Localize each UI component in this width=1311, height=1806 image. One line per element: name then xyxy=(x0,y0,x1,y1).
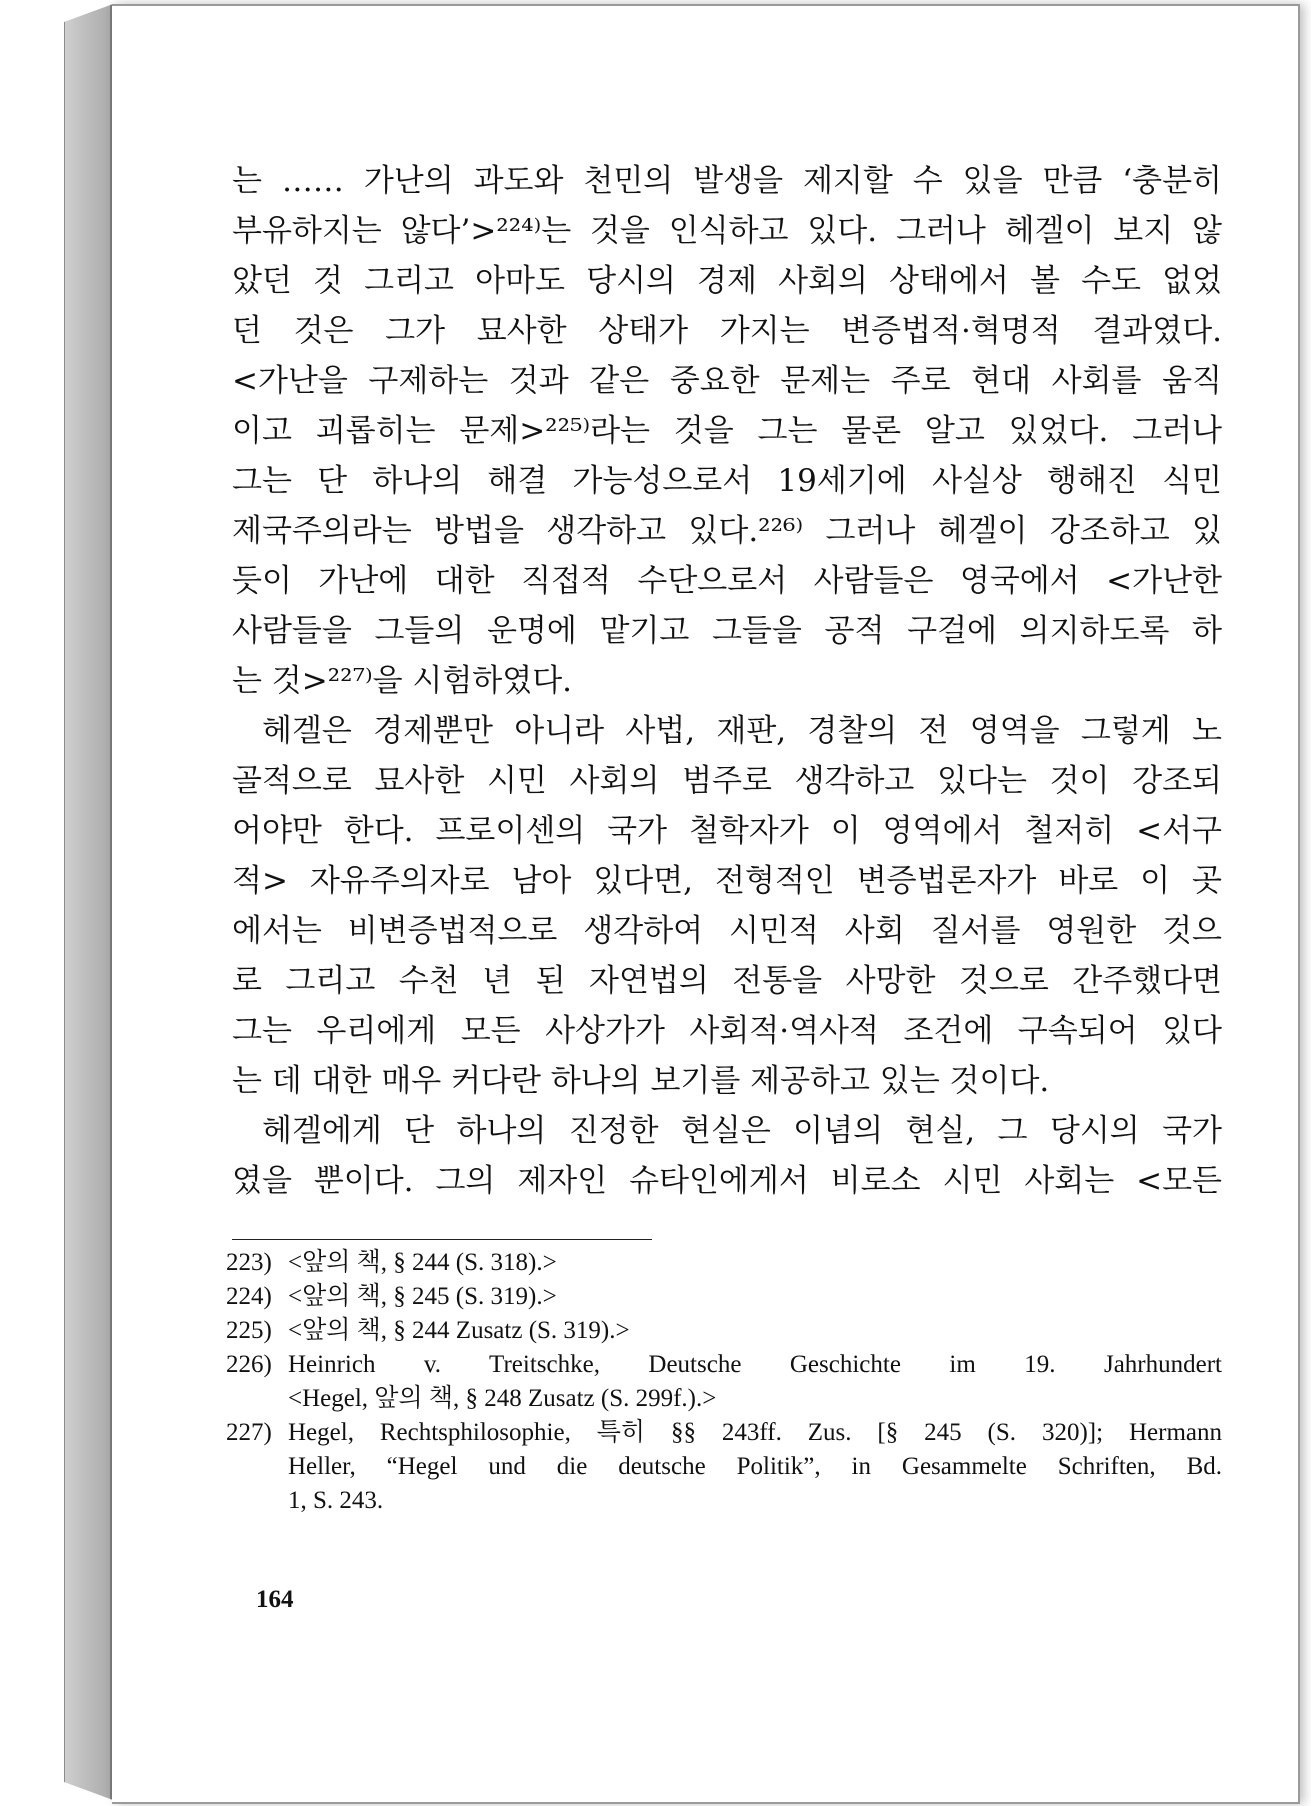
text-line: 는 데 대한 매우 커다란 하나의 보기를 제공하고 있는 것이다. xyxy=(232,1063,1050,1099)
footnote xyxy=(226,1314,1222,1348)
footnote-text: Hegel, Rechtsphilosophie, 특히 §§ 243ff. Zus. [§ 245 (S. 320)]; Hermann xyxy=(288,1419,1222,1446)
text-line: 로 그리고 수천 년 된 자연법의 전통을 사망한 것으로 간주했다면 xyxy=(232,963,1222,999)
text-line: 적> 자유주의자로 남아 있다면, 전형적인 변증법론자가 바로 이 곳 xyxy=(232,863,1222,899)
text-line: 부유하지는 않다’>²²⁴⁾는 것을 인식하고 있다. 그러나 헤겔이 보지 않 xyxy=(232,213,1222,249)
book-spine-edge xyxy=(64,4,113,1800)
text-line: 는 것>²²⁷⁾을 시험하였다. xyxy=(232,663,572,699)
footnote xyxy=(226,1416,1222,1518)
text-line: 어야만 한다. 프로이센의 국가 철학자가 이 영역에서 철저히 <서구 xyxy=(232,813,1222,849)
footnote xyxy=(226,1280,1222,1314)
footnote-text: <Hegel, 앞의 책, § 248 Zusatz (S. 299f.).> xyxy=(288,1385,717,1412)
book-page xyxy=(112,4,1300,1804)
footnote-number: 227) xyxy=(226,1419,272,1446)
text-line: 그는 단 하나의 해결 가능성으로서 19세기에 사실상 행해진 식민 xyxy=(232,463,1222,499)
text-line: 에서는 비변증법적으로 생각하여 시민적 사회 질서를 영원한 것으 xyxy=(232,913,1222,949)
footnote-text: Heinrich v. Treitschke, Deutsche Geschichte im 19. Jahrhundert xyxy=(288,1351,1222,1378)
footnote-text: <앞의 책, § 245 (S. 319).> xyxy=(288,1283,557,1310)
footnote xyxy=(226,1246,1222,1280)
text-line: 듯이 가난에 대한 직접적 수단으로서 사람들은 영국에서 <가난한 xyxy=(232,563,1222,599)
text-line: 헤겔은 경제뿐만 아니라 사법, 재판, 경찰의 전 영역을 그렇게 노 xyxy=(262,713,1222,749)
footnote-text: <앞의 책, § 244 (S. 318).> xyxy=(288,1249,557,1276)
footnote-text: Heller, “Hegel und die deutsche Politik”, in Gesammelte Schriften, Bd. xyxy=(288,1453,1222,1480)
text-line: <가난을 구제하는 것과 같은 중요한 문제는 주로 현대 사회를 움직 xyxy=(232,363,1222,399)
text-line: 이고 괴롭히는 문제>²²⁵⁾라는 것을 그는 물론 알고 있었다. 그러나 xyxy=(232,413,1222,449)
footnote-divider xyxy=(232,1239,652,1240)
page-number: 164 xyxy=(256,1586,294,1613)
text-line: 던 것은 그가 묘사한 상태가 가지는 변증법적·혁명적 결과였다. xyxy=(232,313,1222,349)
text-line: 골적으로 묘사한 시민 사회의 범주로 생각하고 있다는 것이 강조되 xyxy=(232,763,1222,799)
text-line: 사람들을 그들의 운명에 맡기고 그들을 공적 구걸에 의지하도록 하 xyxy=(232,613,1222,649)
footnote-number: 224) xyxy=(226,1283,272,1310)
footnote xyxy=(226,1348,1222,1416)
text-line: 였을 뿐이다. 그의 제자인 슈타인에게서 비로소 시민 사회는 <모든 xyxy=(232,1163,1222,1199)
text-line: 헤겔에게 단 하나의 진정한 현실은 이념의 현실, 그 당시의 국가 xyxy=(262,1113,1222,1149)
text-line: 았던 것 그리고 아마도 당시의 경제 사회의 상태에서 볼 수도 없었 xyxy=(232,263,1222,299)
footnote-number: 226) xyxy=(226,1351,272,1378)
footnotes xyxy=(226,1246,1222,1518)
footnote-text: 1, S. 243. xyxy=(288,1487,384,1514)
footnote-text: <앞의 책, § 244 Zusatz (S. 319).> xyxy=(288,1317,630,1344)
text-line: 제국주의라는 방법을 생각하고 있다.²²⁶⁾ 그러나 헤겔이 강조하고 있 xyxy=(232,513,1222,549)
footnote-number: 223) xyxy=(226,1249,272,1276)
text-line: 는 …… 가난의 과도와 천민의 발생을 제지할 수 있을 만큼 ‘충분히 xyxy=(232,163,1222,199)
footnote-number: 225) xyxy=(226,1317,272,1344)
text-line: 그는 우리에게 모든 사상가가 사회적·역사적 조건에 구속되어 있다 xyxy=(232,1013,1222,1049)
body-text xyxy=(232,156,1222,1206)
